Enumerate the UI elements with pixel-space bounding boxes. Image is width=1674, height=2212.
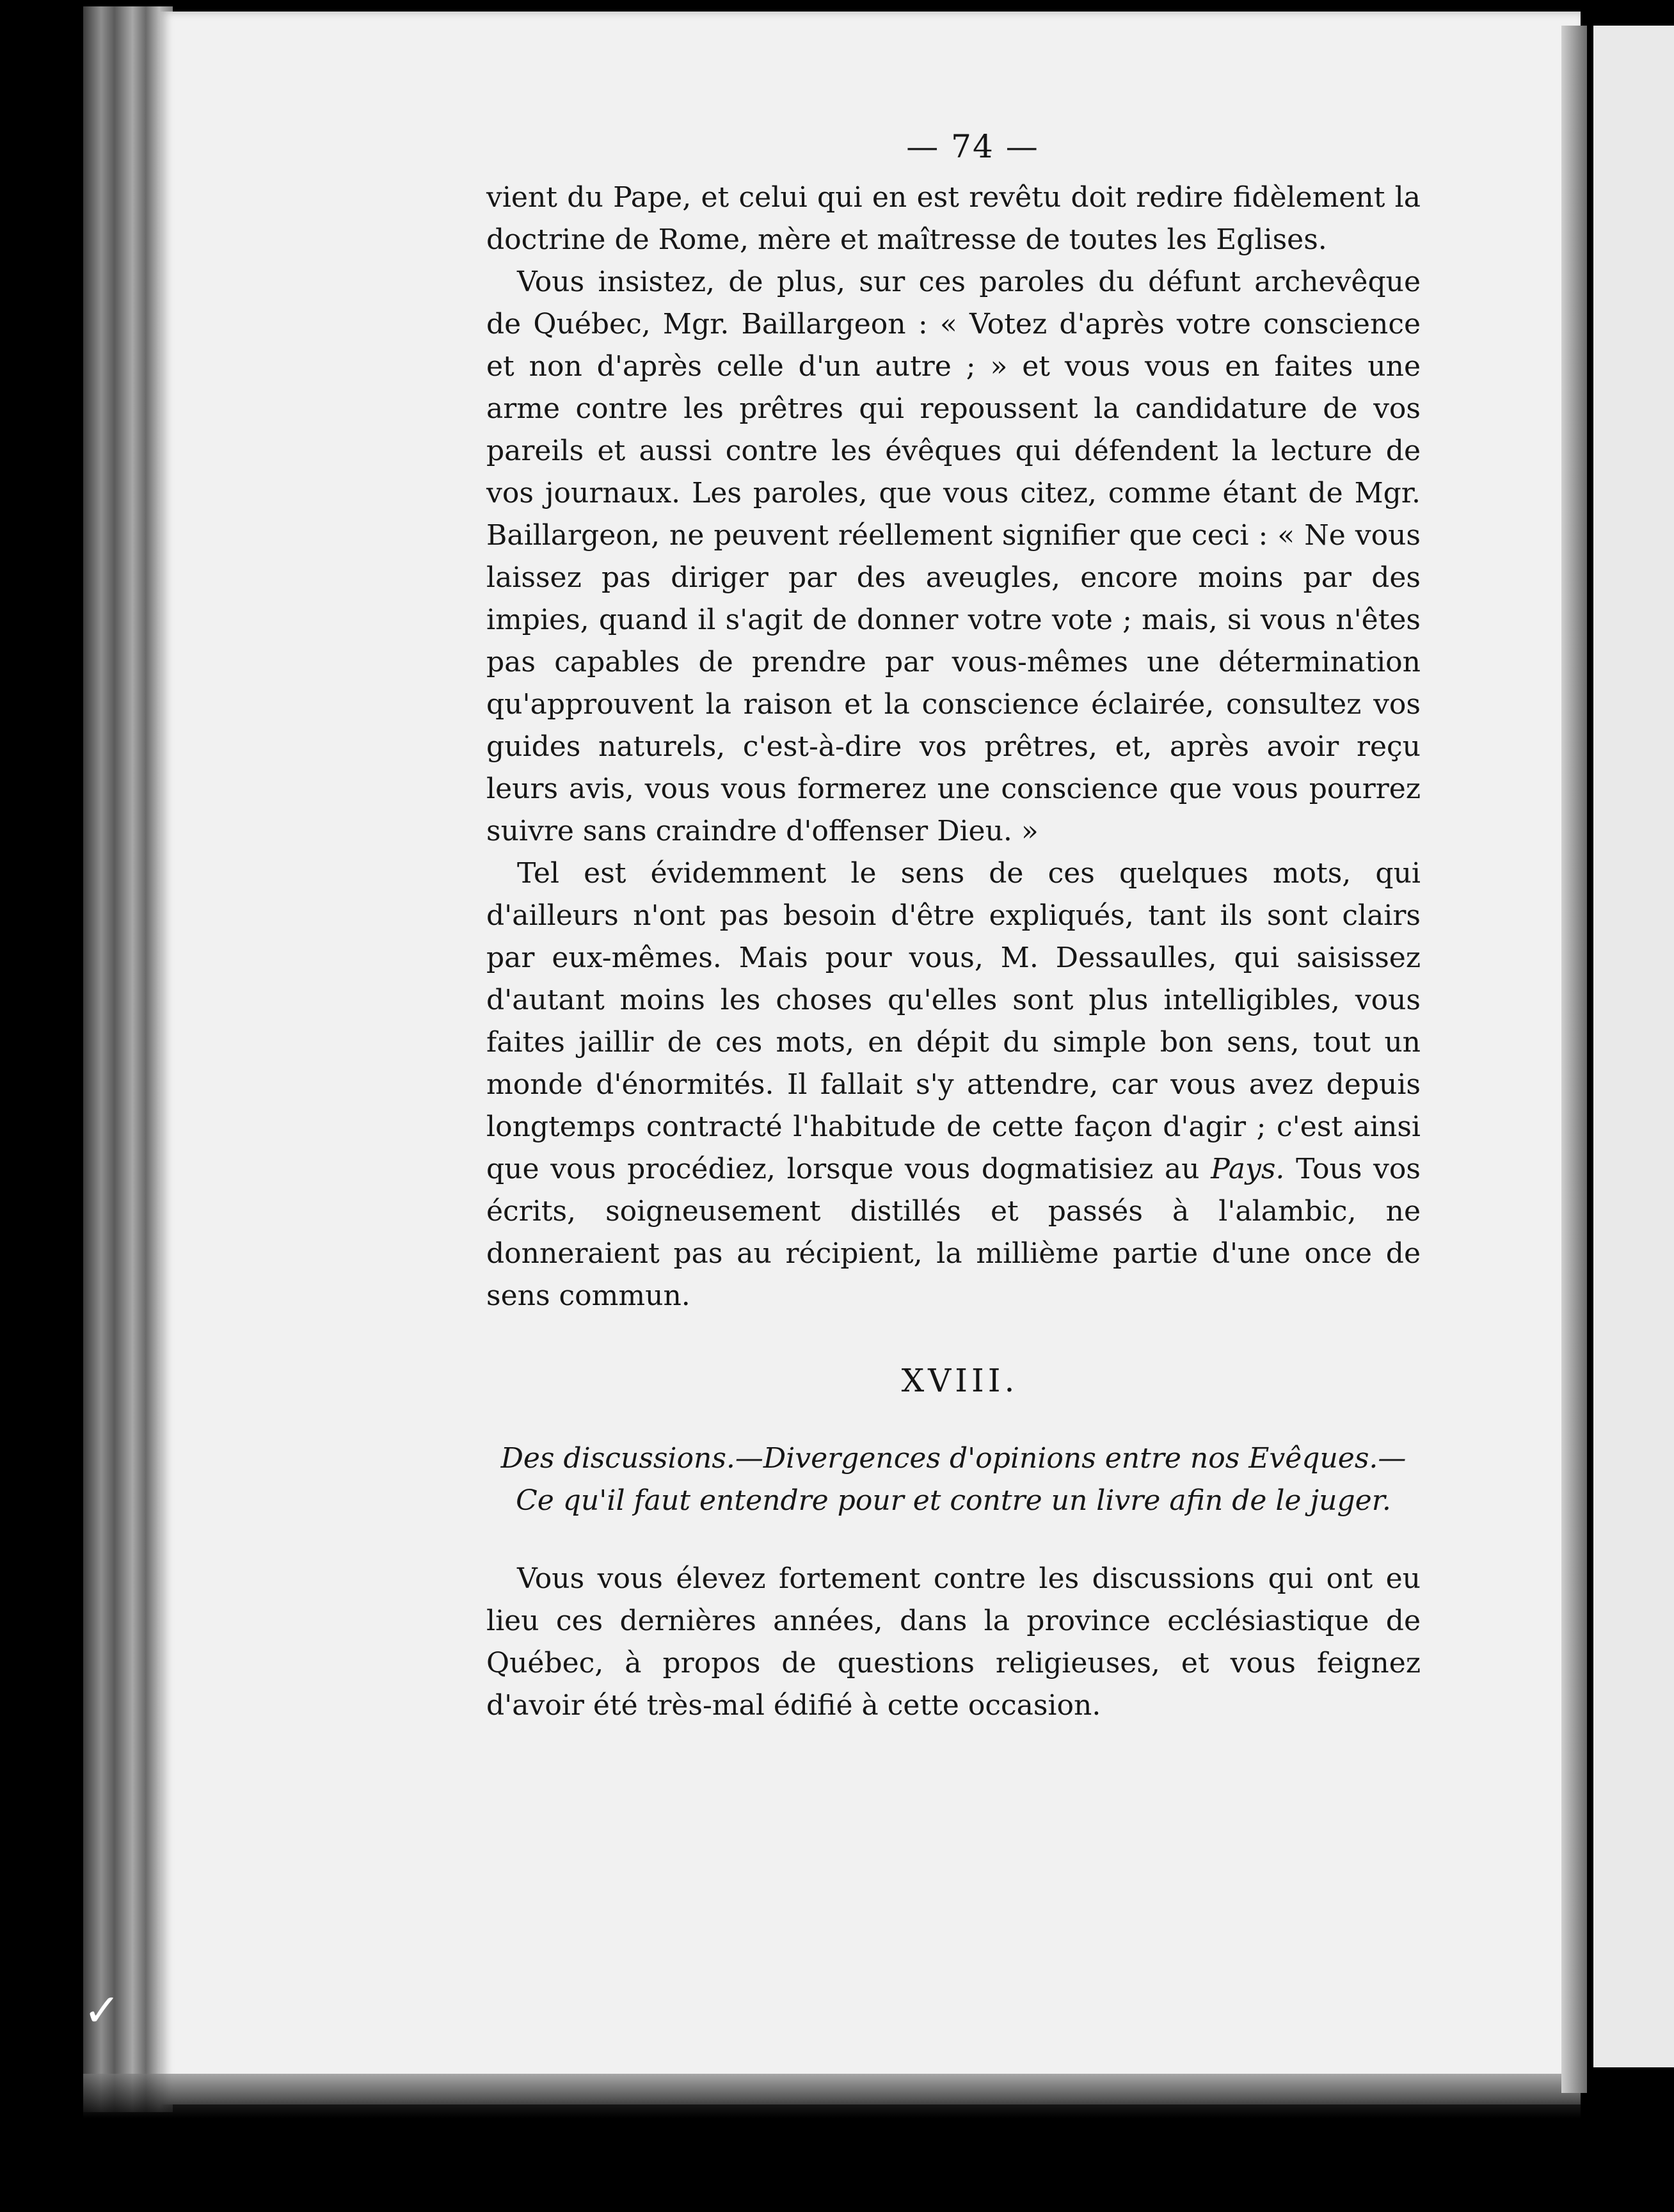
paragraph-4: Vous vous élevez fortement contre les discussions qui ont eu lieu ces dernières années, dans la province ecclésiastique de Québec, à propos de questions religieuses, et vous feignez d'avoir été très-mal édifié à cette occasion. <box>486 1562 1421 1722</box>
paragraph-3-text-before: Tel est évidemment le sens de ces quelques mots, qui d'ailleurs n'ont pas besoin d'être expliqués, tant ils sont clairs par eux-mêmes. Mais pour vous, M. Dessaulles, qui saisissez d'autant moins les choses qu'elles sont plus intelligibles, vous faites jaillir de ces mots, en dépit du simple bon sens, tout un monde d'énormités. Il fallait s'y attendre, car vous avez depuis longtemps contracté l'habitude de cette façon d'agir ; c'est ainsi que vous procédiez, lorsque vous dogmatisiez au <box>486 857 1421 1185</box>
paragraph-1: vient du Pape, et celui qui en est revêtu doit redire fidèlement la doctrine de Rome, mère et maîtresse de toutes les Eglises. <box>486 181 1421 256</box>
page-number: — 74 — <box>906 128 1039 165</box>
paragraph-3 <box>486 853 1421 1317</box>
checkmark-icon: ✓ <box>83 1984 121 2037</box>
page-content <box>486 128 1421 1727</box>
section-heading: XVIII. <box>901 1362 1019 1399</box>
paragraph-3-text-after: Tous vos écrits, soigneusement distillés et passés à l'alambic, ne donneraient pas au récipient, la millième partie d'une once de sens commun. <box>486 1153 1421 1312</box>
book-gutter <box>1561 26 1587 2093</box>
paragraph-2: Vous insistez, de plus, sur ces paroles du défunt archevêque de Québec, Mgr. Baillargeon : « Votez d'après votre conscience et non d'après celle d'un autre ; » et vous vous en faites une arme contre les prêtres qui repoussent la candidature de vos pareils et aussi contre les évêques qui défendent la lecture de vos journaux. Les paroles, que vous citez, comme étant de Mgr. Baillargeon, ne peuvent réellement signifier que ceci : « Ne vous laissez pas diriger par des aveugles, encore moins par des impies, quand il s'agit de donner votre vote ; mais, si vous n'êtes pas capables de prendre par vous-mêmes une détermination qu'approuvent la raison et la conscience éclairée, consultez vos guides naturels, c'est-à-dire vos prêtres, et, après avoir reçu leurs avis, vous vous formerez une conscience que vous pourrez suivre sans craindre d'offenser Dieu. » <box>486 266 1421 847</box>
section-summary <box>486 1438 1421 1522</box>
page-bottom-shadow <box>83 2074 1581 2119</box>
facing-page-sliver <box>1593 26 1674 2067</box>
section-summary-line-1: Des discussions.—Divergences d'opinions entre nos Evêques.— <box>500 1442 1407 1475</box>
section-summary-line-2: Ce qu'il faut entendre pour et contre un livre afin de le juger. <box>516 1484 1391 1517</box>
paragraph-3-italic-title: Pays. <box>1211 1153 1285 1185</box>
book-page-edges <box>83 6 173 2112</box>
